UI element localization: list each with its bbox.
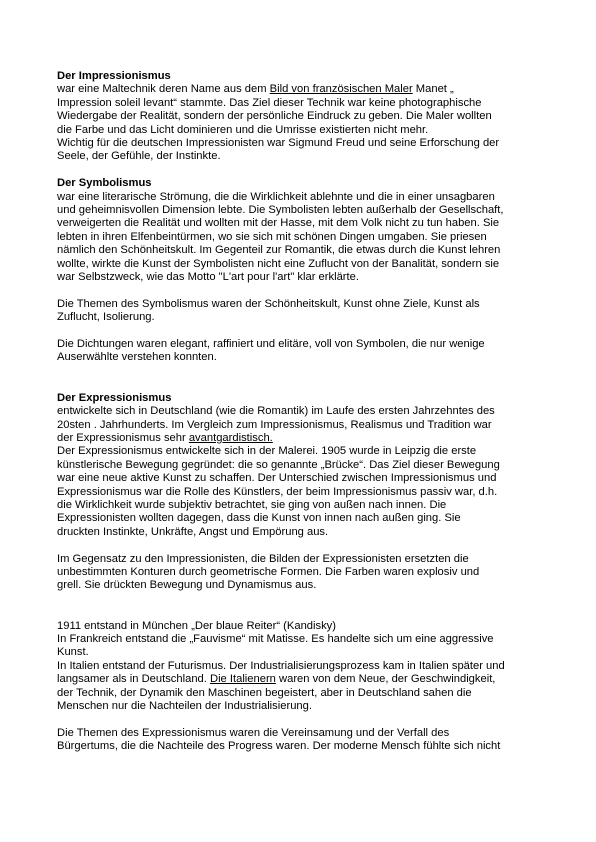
heading-expressionismus: Der Expressionismus [57, 391, 172, 404]
paragraph-line: Seele, der Gefühle, der Instinkte. [57, 150, 221, 163]
paragraph-line: grell. Sie drückten Bewegung und Dynamismus aus. [57, 579, 317, 592]
paragraph-line: entwickelte sich in Deutschland (wie die Romantik) im Laufe des ersten Jahrzehntes des [57, 405, 495, 418]
link-italienern[interactable]: Die Italienern [209, 673, 276, 686]
paragraph-line: 1911 entstand in München „Der blaue Reiter“ (Kandisky) [57, 619, 337, 632]
paragraph-line [57, 432, 547, 445]
paragraph-line: war eine neue aktive Kunst zu schaffen. Der Unterschied zwischen Impressionismus und [57, 472, 497, 485]
paragraph-line: In Italien entstand der Futurismus. Der Industrialisierungsprozess kam in Italien später und [57, 659, 505, 672]
document-body [57, 70, 547, 754]
paragraph-line: Zuflucht, Isolierung. [57, 311, 155, 324]
paragraph-line: war eine literarische Strömung, die die Wirklichkeit ablehnte und die in einer unsagbaren [57, 190, 495, 203]
paragraph-line: Kunst. [57, 646, 89, 659]
paragraph-line: und geheimnisvollen Dimension lebte. Die Symbolisten lebten außerhalb der Gesellschaft, [57, 204, 504, 217]
spacer [57, 365, 547, 392]
paragraph-line: Bürgertums, die die Nachteile des Progress waren. Der moderne Mensch fühlte sich nicht [57, 740, 501, 753]
paragraph-line: Wichtig für die deutschen Impressionisten war Sigmund Freud und seine Erforschung der [57, 137, 500, 150]
paragraph-line: Impression soleil levant“ stammte. Das Ziel dieser Technik war keine photographische [57, 96, 482, 109]
paragraph-line: In Frankreich entstand die „Fauvisme“ mit Matisse. Es handelte sich um eine aggressive [57, 632, 494, 645]
heading-impressionismus: Der Impressionismus [57, 70, 171, 82]
link-avantgardistisch[interactable]: avantgardistisch. [188, 431, 273, 444]
paragraph-line: verweigerten die Realität und wollten mit der Hasse, mit dem Volk nicht zu tun haben. Sie [57, 217, 500, 230]
paragraph-line: wollte, wirkte die Kunst der Symbolisten nicht eine Zuflucht von der Banalität, sondern sie [57, 257, 500, 270]
paragraph-line: der Technik, der Dynamik den Maschinen begeistert, aber in Deutschland sahen die [57, 686, 472, 699]
link-bild[interactable]: Bild von französischen Maler [269, 83, 413, 96]
paragraph-line: war Selbstzweck, wie das Motto "L'art pour l'art" klar erklärte. [57, 271, 359, 284]
paragraph-line: die Farbe und das Licht dominieren und die Umrisse existierten nicht mehr. [57, 123, 429, 136]
paragraph-line: Der Expressionismus entwickelte sich in der Malerei. 1905 wurde in Leipzig die erste [57, 445, 477, 458]
paragraph-line: künstlerische Bewegung gegründet: die so genannte „Brücke“. Das Ziel dieser Bewegung [57, 458, 500, 471]
paragraph-line: 20sten . Jahrhunderts. Im Vergleich zum Impressionismus, Realismus und Tradition war [57, 418, 492, 431]
paragraph-line: Die Themen des Expressionismus waren die Vereinsamung und der Verfall des [57, 726, 450, 739]
paragraph-line: Expressionismus war die Rolle des Künstlers, der beim Impressionismus passiv war, d.h. [57, 485, 498, 498]
paragraph-line: Im Gegensatz zu den Impressionisten, die Bilden der Expressionisten ersetzten die [57, 552, 469, 565]
paragraph-line: Menschen nur die Nachteilen der Industrialisierung. [57, 700, 312, 712]
paragraph-line: Die Dichtungen waren elegant, raffiniert und elitäre, voll von Symbolen, die nur wenige [57, 338, 485, 351]
paragraph-line: Die Themen des Symbolismus waren der Schönheitskult, Kunst ohne Ziele, Kunst als [57, 297, 480, 310]
paragraph-line: lebten in ihren Elfenbeintürmen, wo sie sich mit schönen Dingen umgaben. Sie priesen [57, 230, 487, 243]
text: langsamer als in Deutschland. [57, 673, 210, 686]
spacer [57, 539, 547, 552]
text: waren von dem Neue, der Geschwindigkeit, [275, 673, 496, 686]
paragraph-line: Auserwählte verstehen konnten. [57, 351, 217, 364]
paragraph-line: unbestimmten Konturen durch geometrische Formen. Die Farben waren explosiv und [57, 565, 480, 578]
text: der Expressionismus sehr [57, 431, 189, 444]
spacer [57, 164, 547, 177]
paragraph-line: die Wirklichkeit wurde subjektiv betrachtet, sie ging von außen nach innen. Die [57, 498, 447, 511]
paragraph-line [57, 83, 547, 96]
spacer [57, 593, 547, 620]
text: war eine Maltechnik deren Name aus dem [57, 83, 270, 96]
spacer [57, 713, 547, 726]
paragraph-line: Wiedergabe der Realität, sondern der persönliche Eindruck zu geben. Die Maler wollten [57, 110, 492, 123]
paragraph-line: Expressionisten wollten dagegen, dass die Kunst von innen nach außen ging. Sie [57, 512, 461, 525]
paragraph-line: druckten Instinkte, Unkräfte, Angst und Empörung aus. [57, 525, 329, 538]
paragraph-line: nämlich den Schönheitskult. Im Gegenteil zur Romantik, die etwas durch die Kunst lehren [57, 244, 501, 257]
text: Manet „ [412, 83, 454, 96]
spacer [57, 325, 547, 338]
paragraph-line [57, 673, 547, 686]
heading-symbolismus: Der Symbolismus [57, 177, 152, 190]
spacer [57, 284, 547, 297]
